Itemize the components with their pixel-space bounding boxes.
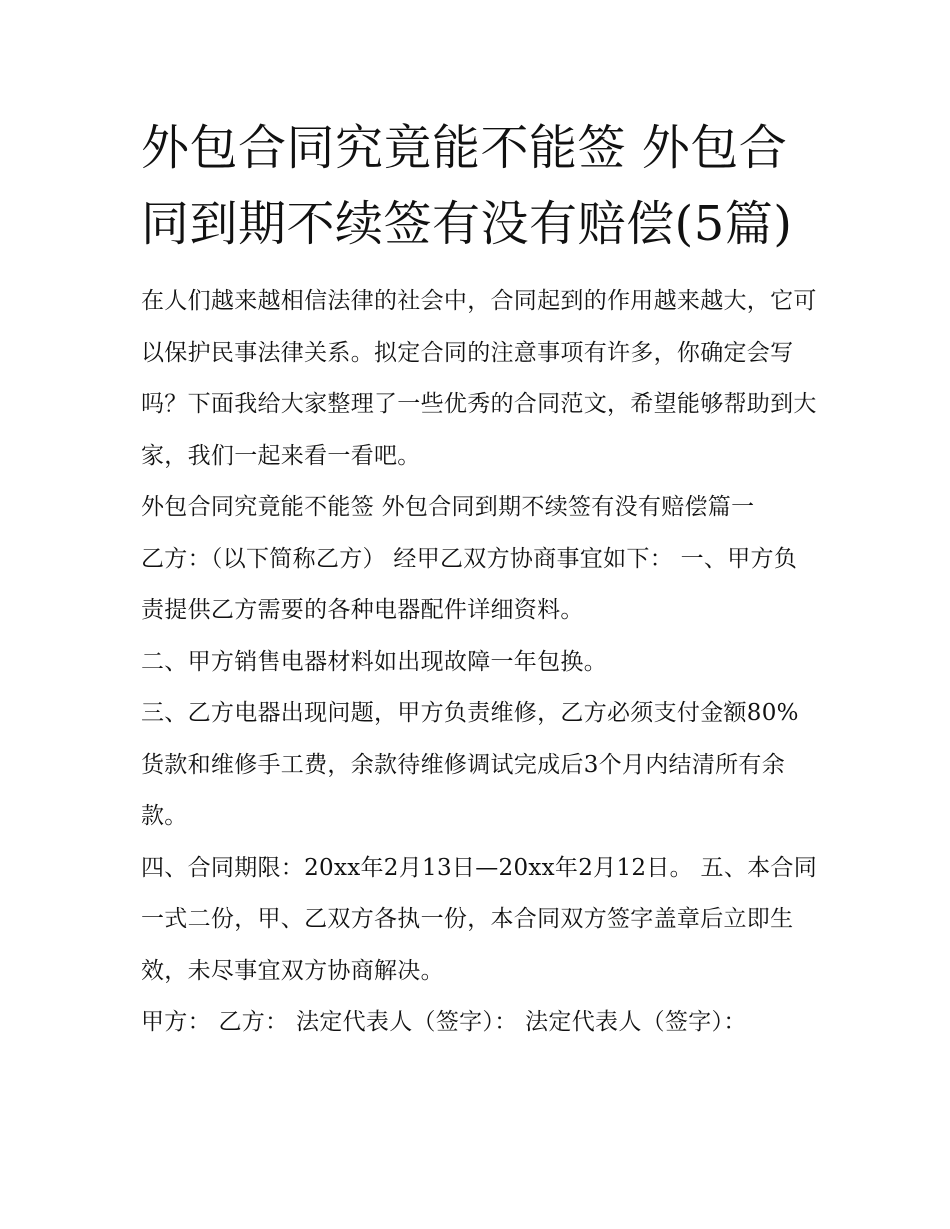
intro-paragraph: 在人们越来越相信法律的社会中，合同起到的作用越来越大，它可以保护民事法律关系。拟定合同的注意事项有许多，你确定会写吗？下面我给大家整理了一些优秀的合同范文，希望能够帮助到大家，我们一起来看一看吧。 — [141, 288, 817, 469]
contract-clause-three: 三、乙方电器出现问题，甲方负责维修，乙方必须支付金额80%货款和维修手工费，余款待维修调试完成后3个月内结清所有余款。 — [141, 700, 799, 829]
document-title: 外包合同究竟能不能签 外包合同到期不续签有没有赔偿(5篇) — [141, 120, 793, 252]
contract-clause-one: 乙方：（以下简称乙方） 经甲乙双方协商事宜如下： 一、甲方负责提供乙方需要的各种电器配件详细资料。 — [141, 545, 798, 623]
section-heading: 外包合同究竟能不能签 外包合同到期不续签有没有赔偿篇一 — [141, 494, 755, 520]
signature-line: 甲方： 乙方： 法定代表人（签字）： 法定代表人（签字）： — [141, 1009, 747, 1035]
contract-clause-four-five: 四、合同期限：20xx年2月13日—20xx年2月12日。 五、本合同一式二份，甲、乙双方各执一份，本合同双方签字盖章后立即生效，未尽事宜双方协商解决。 — [141, 854, 818, 984]
contract-clause-two: 二、甲方销售电器材料如出现故障一年包换。 — [141, 648, 607, 675]
